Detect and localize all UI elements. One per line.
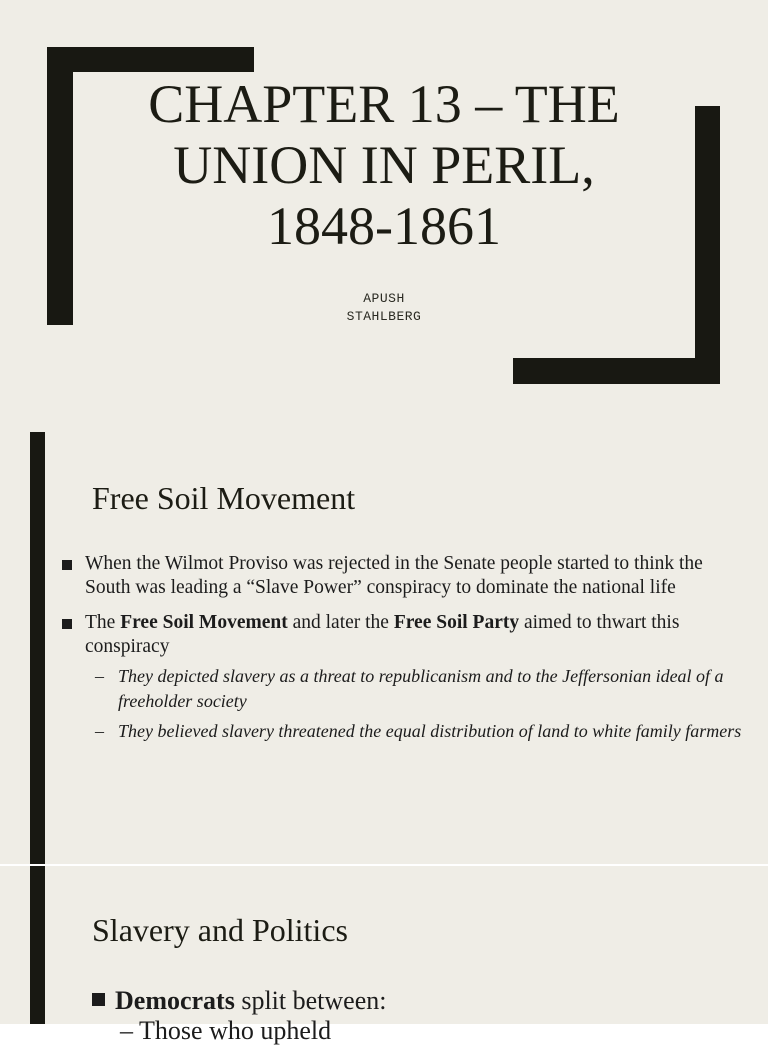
dash-marker: –: [95, 666, 104, 686]
dash-marker: –: [95, 721, 104, 741]
bold-term-free-soil-party: Free Soil Party: [393, 612, 520, 633]
bullet-text: When the Wilmot Proviso was rejected in the Senate people started to think the South was leading a “Slave Power” conspiracy to dominate the national life: [85, 553, 703, 598]
bold-term-free-soil-movement: Free Soil Movement: [120, 612, 288, 633]
frame-bottom-right-vertical: [695, 106, 720, 384]
list-item: [92, 986, 386, 1016]
title-slide: [0, 0, 768, 432]
sub-list-item: [85, 664, 752, 714]
frame-top-left-vertical: [47, 47, 73, 325]
title-line-1: CHAPTER 13 – THE: [148, 74, 620, 134]
bullet-square-icon: [62, 560, 72, 570]
title-line-2: UNION IN PERIL,: [173, 135, 595, 195]
slide-heading: Slavery and Politics: [92, 912, 348, 948]
subtitle-teacher: STAHLBERG: [346, 309, 422, 324]
sub-bullet-text: They depicted slavery as a threat to republicanism and to the Jeffersonian ideal of a freeholder society: [118, 666, 724, 711]
bullet-text-part: aimed to thwart this conspiracy: [85, 612, 680, 657]
frame-bottom-right-horizontal: [513, 358, 720, 384]
sub-bullet-text: They believed slavery threatened the equal distribution of land to white family farmers: [118, 721, 742, 741]
slavery-politics-slide: [0, 866, 768, 1045]
cut-off-sub-bullet: – Those who upheld: [120, 1016, 332, 1045]
sub-list-item: [85, 719, 752, 744]
bullet-text: split between:: [234, 986, 387, 1015]
frame-top-left-horizontal: [47, 47, 254, 72]
slide-accent-bar: [30, 432, 45, 864]
bullet-text-part: The: [85, 612, 121, 633]
list-item: [62, 611, 752, 744]
bullet-square-icon: [62, 619, 72, 629]
subtitle-course: APUSH: [363, 291, 405, 306]
title-line-3: 1848-1861: [267, 196, 501, 256]
bullet-square-icon: [92, 993, 105, 1006]
bullet-list: [62, 552, 752, 755]
bullet-text-part: and later the: [287, 612, 394, 633]
free-soil-slide: [0, 432, 768, 864]
slide-accent-bar: [30, 866, 45, 1024]
slide-title: [100, 74, 668, 257]
slide-heading: Free Soil Movement: [92, 480, 356, 516]
bold-term-democrats: Democrats: [115, 986, 235, 1015]
list-item: [62, 552, 752, 600]
slide-subtitle: [284, 290, 484, 326]
